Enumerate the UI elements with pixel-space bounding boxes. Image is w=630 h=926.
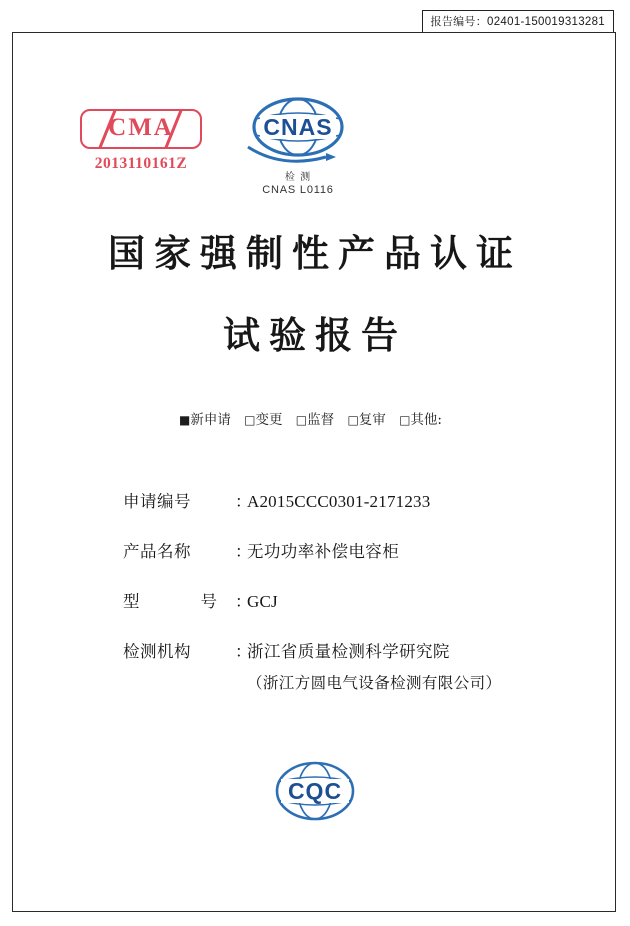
checkbox-new-label: 新申请: [190, 412, 231, 428]
checkbox-option-review[interactable]: [347, 412, 385, 428]
field-label-product-name: 产品名称: [123, 542, 191, 561]
checkbox-option-other[interactable]: [399, 412, 442, 428]
field-list: [123, 488, 593, 719]
cma-code-text: 2013110161Z: [94, 155, 188, 172]
report-number-header: [0, 10, 630, 33]
field-row-product-name: [123, 538, 593, 562]
checkbox-change-label: 变更: [255, 412, 283, 428]
cnas-logo-icon: [242, 91, 354, 167]
report-number-box: [422, 10, 614, 33]
report-number-label: 报告编号：: [430, 15, 488, 28]
checkbox-other-label: 其他:: [410, 412, 442, 428]
page-title: 国家强制性产品认证: [108, 231, 522, 275]
checkbox-review-label: 复审: [358, 412, 386, 428]
cnas-logo-block: [218, 91, 378, 196]
svg-text:CQC: CQC: [287, 778, 343, 804]
field-value-test-organization-alt: （浙江方圆电气设备检测有限公司）: [247, 674, 502, 692]
cnas-sub-text: 检 测: [284, 172, 312, 183]
checkbox-review-icon[interactable]: □: [347, 413, 359, 427]
field-label-model-right: 号: [200, 592, 217, 611]
field-label-model: [123, 588, 235, 612]
report-number-value: 02401-150019313281: [487, 16, 605, 28]
cma-logo-icon: [80, 109, 202, 149]
field-label-test-organization: 检测机构: [123, 642, 191, 661]
page-subtitle: 试验报告: [223, 313, 407, 357]
field-row-model: [123, 588, 593, 612]
field-colon-product-name: ：: [235, 542, 252, 561]
checkbox-option-supervision[interactable]: [296, 412, 334, 428]
field-value-test-organization: 浙江省质量检测科学研究院: [247, 642, 450, 661]
field-colon-test-organization: ：: [235, 642, 252, 661]
checkbox-option-change[interactable]: [244, 412, 282, 428]
checkbox-change-icon[interactable]: □: [244, 413, 256, 427]
accreditation-logos: [13, 81, 617, 201]
cqc-logo-icon: [267, 751, 363, 835]
field-value-application-no: A2015CCC0301-2171233: [247, 492, 431, 511]
cqc-logo-block: [13, 751, 617, 835]
checkbox-new-icon[interactable]: ■: [179, 413, 191, 427]
cma-logo-block: [71, 109, 211, 173]
checkbox-supervision-icon[interactable]: □: [295, 413, 308, 427]
cnas-globe-icon: [242, 91, 354, 167]
document-page-frame: [12, 32, 616, 912]
checkbox-option-new[interactable]: [179, 412, 231, 428]
field-row-test-organization: [123, 638, 593, 693]
field-value-model: GCJ: [247, 592, 278, 611]
field-colon-application-no: ：: [235, 492, 252, 511]
cma-mark-text: CMA: [108, 114, 174, 141]
checkbox-other-icon[interactable]: □: [399, 413, 411, 427]
field-label-model-left: 型: [123, 592, 140, 611]
field-row-application-no: [123, 488, 593, 512]
checkbox-supervision-label: 监督: [307, 412, 335, 428]
field-colon-model: ：: [235, 592, 252, 611]
application-type-row: [13, 408, 617, 428]
svg-text:CNAS: CNAS: [263, 114, 333, 140]
field-value-product-name: 无功功率补偿电容柜: [247, 542, 400, 561]
cnas-id-text: CNAS L0116: [262, 184, 334, 196]
field-label-application-no: 申请编号: [123, 492, 191, 511]
